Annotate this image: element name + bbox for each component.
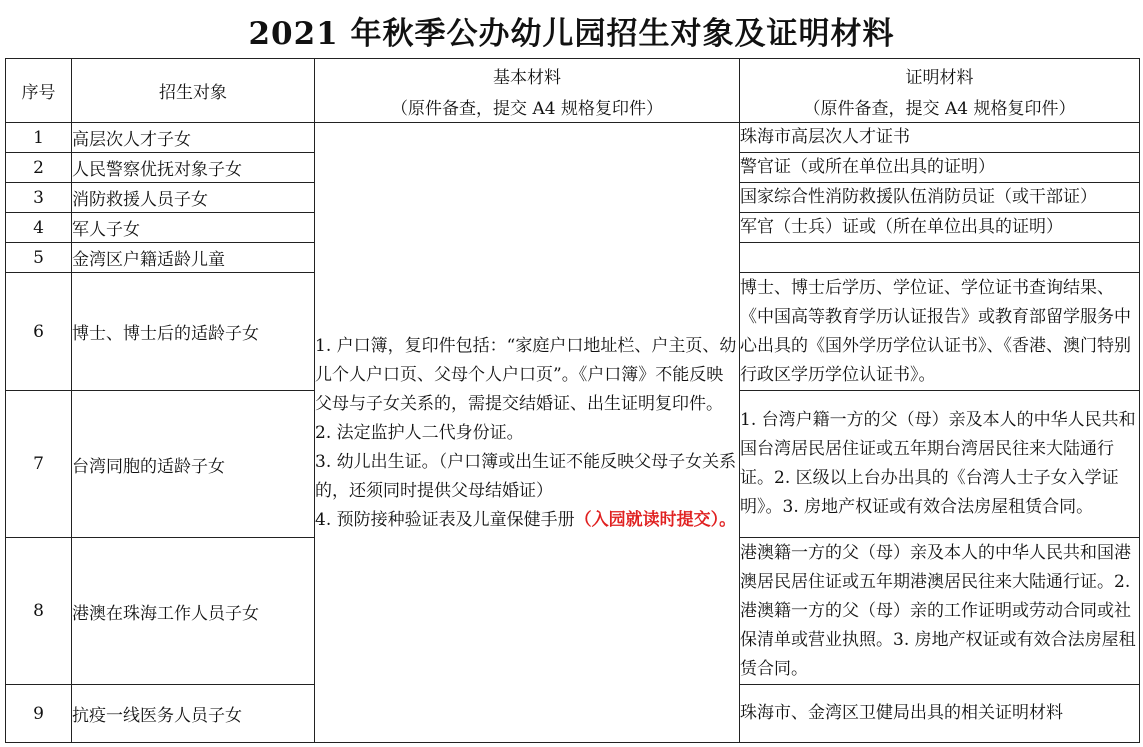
basic-item-1: 1. 户口簿，复印件包括：“家庭户口地址栏、户主页、幼儿个人户口页、父母个人户口页”。《户口簿》不能反映父母与子女关系的，需提交结婚证、出生证明复印件。 bbox=[315, 336, 737, 414]
document-title: 2021 年秋季公办幼儿园招生对象及证明材料 bbox=[248, 16, 895, 52]
header-seq: 序号 bbox=[6, 59, 72, 123]
basic-materials-cell bbox=[315, 123, 740, 743]
row-target: 人民警察优抚对象子女 bbox=[72, 153, 315, 183]
row-seq: 1 bbox=[6, 123, 72, 153]
row-seq: 9 bbox=[6, 685, 72, 743]
row-seq: 7 bbox=[6, 391, 72, 538]
row-proof: 博士、博士后学历、学位证、学位证书查询结果、《中国高等教育学历认证报告》或教育部留学服务中心出具的《国外学历学位认证书》、《香港、澳门特别行政区学历学位认证书》。 bbox=[740, 273, 1140, 391]
row-target: 抗疫一线医务人员子女 bbox=[72, 685, 315, 743]
row-proof: 国家综合性消防救援队伍消防员证（或干部证） bbox=[740, 183, 1140, 213]
header-proof-title: 证明材料 bbox=[905, 67, 974, 88]
row-seq: 2 bbox=[6, 153, 72, 183]
row-target: 高层次人才子女 bbox=[72, 123, 315, 153]
header-basic-title: 基本材料 bbox=[493, 67, 561, 88]
row-seq: 3 bbox=[6, 183, 72, 213]
row-proof: 珠海市高层次人才证书 bbox=[740, 123, 1140, 153]
basic-item-4 bbox=[315, 506, 739, 535]
row-target: 军人子女 bbox=[72, 213, 315, 243]
row-target: 台湾同胞的适龄子女 bbox=[72, 391, 315, 538]
header-target: 招生对象 bbox=[72, 59, 315, 123]
basic-item-4-text: 4. 预防接种验证表及儿童保健手册 bbox=[315, 510, 575, 530]
row-seq: 8 bbox=[6, 538, 72, 685]
row-target: 消防救援人员子女 bbox=[72, 183, 315, 213]
row-target: 博士、博士后的适龄子女 bbox=[72, 273, 315, 391]
header-proof bbox=[740, 59, 1140, 123]
basic-item-3: 3. 幼儿出生证。（户口簿或出生证不能反映父母子女关系的，还须同时提供父母结婚证） bbox=[315, 452, 737, 501]
header-basic bbox=[315, 59, 740, 123]
row-proof: 军官（士兵）证或（所在单位出具的证明） bbox=[740, 213, 1140, 243]
header-row bbox=[6, 59, 1140, 123]
enrollment-table bbox=[5, 58, 1140, 743]
header-proof-note: （原件备查，提交 A4 规格复印件） bbox=[803, 98, 1076, 119]
row-target: 港澳在珠海工作人员子女 bbox=[72, 538, 315, 685]
table-row bbox=[6, 123, 1140, 153]
row-seq: 5 bbox=[6, 243, 72, 273]
basic-item-4-highlight: （入园就读时提交）。 bbox=[574, 510, 737, 530]
row-proof: 警官证（或所在单位出具的证明） bbox=[740, 153, 1140, 183]
row-target: 金湾区户籍适龄儿童 bbox=[72, 243, 315, 273]
row-seq: 6 bbox=[6, 273, 72, 391]
row-proof: 港澳籍一方的父（母）亲及本人的中华人民共和国港澳居民居住证或五年期港澳居民往来大陆通行证。2. 港澳籍一方的父（母）亲的工作证明或劳动合同或社保清单或营业执照。3. 房地产权证或有效合法房屋租赁合同。 bbox=[740, 538, 1140, 685]
row-proof: 珠海市、金湾区卫健局出具的相关证明材料 bbox=[740, 685, 1140, 743]
row-proof: 1. 台湾户籍一方的父（母）亲及本人的中华人民共和国台湾居民居住证或五年期台湾居民往来大陆通行证。2. 区级以上台办出具的《台湾人士子女入学证明》。3. 房地产权证或有效合法房屋租赁合同。 bbox=[740, 391, 1140, 538]
basic-item-2: 2. 法定监护人二代身份证。 bbox=[315, 423, 524, 443]
header-basic-note: （原件备查，提交 A4 规格复印件） bbox=[391, 98, 663, 119]
row-seq: 4 bbox=[6, 213, 72, 243]
row-proof bbox=[740, 243, 1140, 273]
